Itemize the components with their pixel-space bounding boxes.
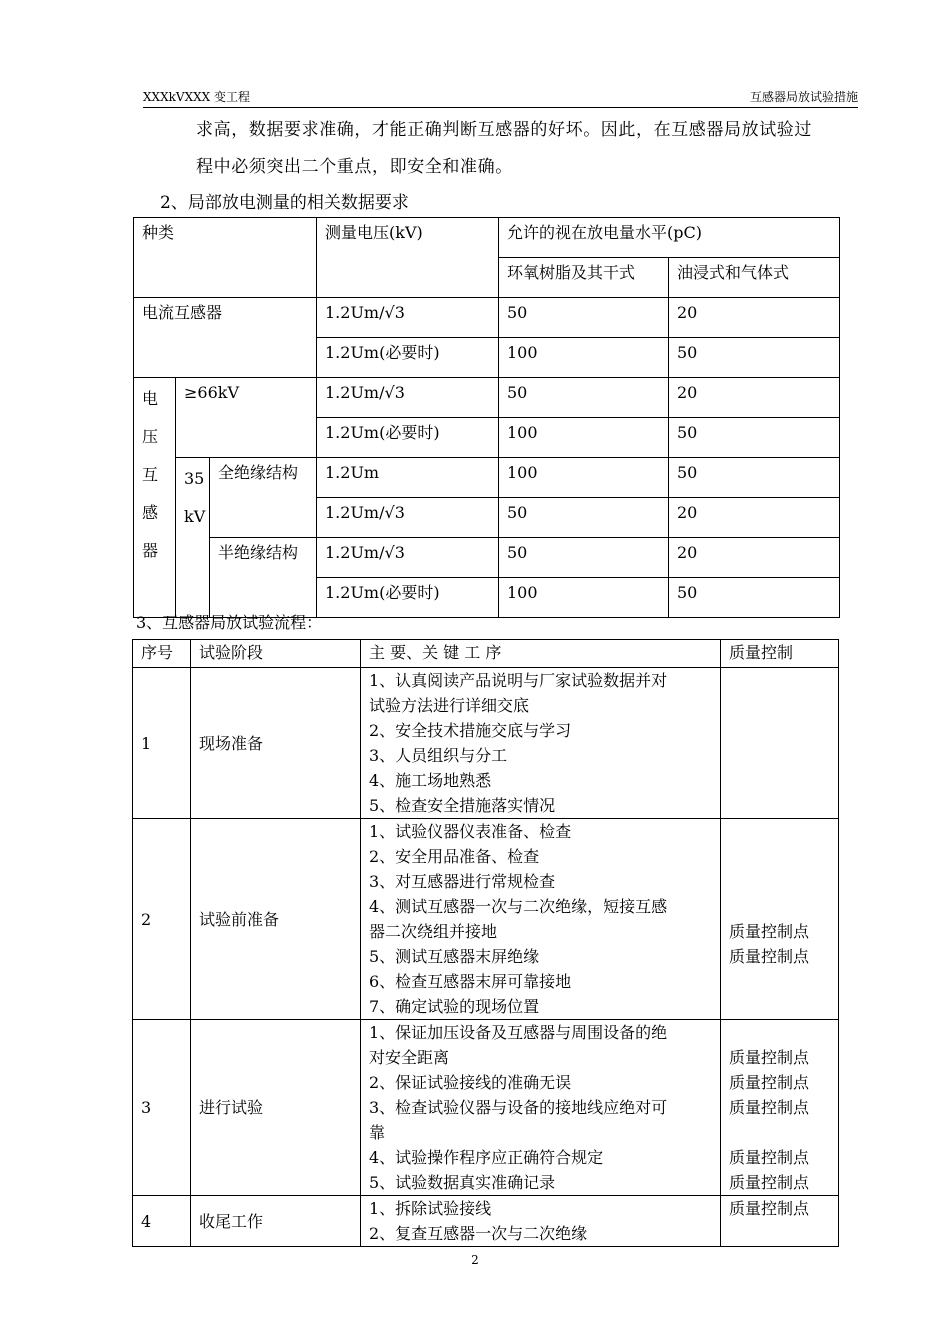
row-oil: 50	[669, 338, 840, 378]
step-line: 3、对互感器进行常规检查	[369, 872, 556, 891]
row-voltage: 1.2Um	[317, 458, 499, 498]
row-voltage: 1.2Um(必要时)	[317, 578, 499, 618]
header-project: XXXkVXXX 变工程	[143, 90, 251, 104]
half-insulation-label: 半绝缘结构	[210, 538, 317, 618]
qc-line: 质量控制点	[729, 1199, 810, 1218]
header-steps: 主 要、关 键 工 序	[361, 640, 721, 668]
step-line: 6、检查互感器末屏可靠接地	[369, 972, 572, 991]
page-header	[143, 90, 858, 108]
row-steps	[361, 1196, 721, 1247]
row-stage: 试验前准备	[191, 819, 361, 1020]
header-voltage: 测量电压(kV)	[317, 218, 499, 298]
step-line: 1、保证加压设备及互感器与周围设备的绝	[369, 1023, 668, 1042]
row-steps	[361, 668, 721, 819]
row-epoxy: 50	[499, 538, 669, 578]
step-line: 5、试验数据真实准确记录	[369, 1173, 556, 1192]
qc-line: 质量控制点	[729, 1048, 810, 1067]
row-number: 1	[133, 668, 191, 819]
vt-char: 电	[142, 389, 159, 408]
header-type: 种类	[134, 218, 317, 298]
qc-line	[729, 1020, 838, 1045]
row-voltage: 1.2Um/√3	[317, 298, 499, 338]
row-qc	[721, 819, 839, 1020]
header-stage: 试验阶段	[191, 640, 361, 668]
row-epoxy: 50	[499, 298, 669, 338]
paragraph-line-2: 程中必须突出二个重点，即安全和准确。	[196, 157, 513, 177]
qc-line: 质量控制点	[729, 947, 810, 966]
step-line: 2、安全技术措施交底与学习	[369, 721, 572, 740]
paragraph-line-1: 求高，数据要求准确，才能正确判断互感器的好坏。因此，在互感器局放试验过	[196, 120, 812, 140]
step-line: 试验方法进行详细交底	[369, 696, 530, 715]
row-oil: 20	[669, 538, 840, 578]
row-voltage: 1.2Um(必要时)	[317, 418, 499, 458]
row-voltage: 1.2Um/√3	[317, 498, 499, 538]
vt-char: 器	[142, 541, 159, 560]
row-epoxy: 100	[499, 338, 669, 378]
row-oil: 50	[669, 458, 840, 498]
row-epoxy: 50	[499, 498, 669, 538]
row-epoxy: 100	[499, 458, 669, 498]
qc-line: 质量控制点	[729, 1148, 810, 1167]
header-oil: 油浸式和气体式	[669, 258, 840, 298]
step-line: 2、复查互感器一次与二次绝缘	[369, 1224, 588, 1243]
row-number: 4	[133, 1196, 191, 1247]
ge66-label: ≥66kV	[176, 378, 317, 458]
section-2-title: 2、局部放电测量的相关数据要求	[160, 193, 409, 213]
row-qc	[721, 668, 839, 819]
qc-line	[729, 819, 838, 844]
step-line: 对安全距离	[369, 1048, 450, 1067]
step-line: 7、确定试验的现场位置	[369, 997, 540, 1016]
vt-char: 压	[142, 427, 159, 446]
section-3-title: 3、互感器局放试验流程：	[136, 613, 323, 632]
step-line: 2、保证试验接线的准确无误	[369, 1073, 572, 1092]
row-steps	[361, 819, 721, 1020]
row-epoxy: 100	[499, 578, 669, 618]
vt-char: 互	[142, 465, 159, 484]
row-oil: 50	[669, 578, 840, 618]
row-oil: 20	[669, 378, 840, 418]
row-stage: 现场准备	[191, 668, 361, 819]
step-line: 靠	[369, 1123, 386, 1142]
qc-line: 质量控制点	[729, 1173, 810, 1192]
kv35-unit: kV	[184, 507, 206, 526]
step-line: 5、测试互感器末屏绝缘	[369, 947, 540, 966]
step-line: 1、认真阅读产品说明与厂家试验数据并对	[369, 671, 668, 690]
header-no: 序号	[133, 640, 191, 668]
discharge-requirements-table	[133, 217, 840, 618]
row-stage: 收尾工作	[191, 1196, 361, 1247]
qc-line	[729, 894, 838, 919]
step-line: 4、试验操作程序应正确符合规定	[369, 1148, 604, 1167]
vt-char: 感	[142, 503, 159, 522]
qc-line	[729, 869, 838, 894]
row-oil: 20	[669, 498, 840, 538]
row-qc	[721, 1196, 839, 1247]
step-line: 3、检查试验仪器与设备的接地线应绝对可	[369, 1098, 668, 1117]
row-oil: 20	[669, 298, 840, 338]
full-insulation-label: 全绝缘结构	[210, 458, 317, 538]
qc-line	[729, 1120, 838, 1145]
row-voltage: 1.2Um(必要时)	[317, 338, 499, 378]
step-line: 4、施工场地熟悉	[369, 771, 492, 790]
header-doc-title: 互感器局放试验措施	[749, 90, 858, 104]
page-number: 2	[471, 1253, 479, 1267]
step-line: 4、测试互感器一次与二次绝缘，短接互感	[369, 897, 668, 916]
row-epoxy: 50	[499, 378, 669, 418]
header-qc: 质量控制	[721, 640, 839, 668]
row-voltage: 1.2Um/√3	[317, 538, 499, 578]
row-steps	[361, 1020, 721, 1196]
row-number: 2	[133, 819, 191, 1020]
step-line: 1、试验仪器仪表准备、检查	[369, 822, 572, 841]
kv35-label	[176, 458, 210, 618]
qc-line	[729, 844, 838, 869]
row-stage: 进行试验	[191, 1020, 361, 1196]
step-line: 5、检查安全措施落实情况	[369, 796, 556, 815]
step-line: 器二次绕组并接地	[369, 922, 498, 941]
qc-line: 质量控制点	[729, 1073, 810, 1092]
row-voltage: 1.2Um/√3	[317, 378, 499, 418]
step-line: 3、人员组织与分工	[369, 746, 508, 765]
header-epoxy: 环氧树脂及其干式	[499, 258, 669, 298]
qc-line: 质量控制点	[729, 922, 810, 941]
header-allowed: 允许的视在放电量水平(pC)	[499, 218, 840, 258]
step-line: 2、安全用品准备、检查	[369, 847, 540, 866]
ct-label: 电流互感器	[134, 298, 317, 378]
step-line: 1、拆除试验接线	[369, 1199, 492, 1218]
row-number: 3	[133, 1020, 191, 1196]
row-qc	[721, 1020, 839, 1196]
test-procedure-table	[132, 639, 839, 1247]
row-oil: 50	[669, 418, 840, 458]
row-epoxy: 100	[499, 418, 669, 458]
qc-line: 质量控制点	[729, 1098, 810, 1117]
vt-label	[134, 378, 176, 618]
kv35-num: 35	[184, 469, 205, 488]
